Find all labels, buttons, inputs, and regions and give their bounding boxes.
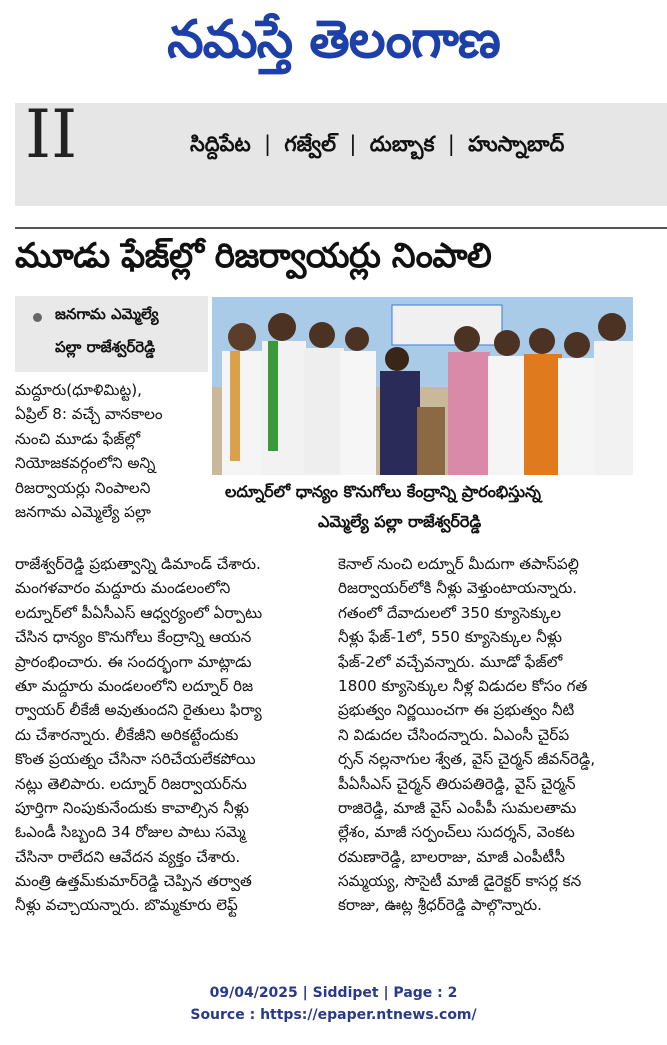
page-numeral: II xyxy=(25,96,78,173)
body-line: రాజిరెడ్డి, మాజీ వైస్ ఎంపీపీ సుమలతామ xyxy=(338,798,577,817)
section-link-siddipet[interactable]: సిద్దిపేట xyxy=(190,132,251,156)
body-line: సమ్మయ్య, సొసైటీ మాజీ డైరెక్టర్ కాసర్ల కన xyxy=(338,872,582,891)
body-line: రిజర్వాయర్లు నింపాలని xyxy=(15,478,151,497)
subhead-line-1: జనగామ ఎమ్మెల్యే xyxy=(55,305,159,323)
photo-caption-line-2: ఎమ్మెల్యే పల్లా రాజేశ్వర్‌రెడ్డి xyxy=(318,512,482,531)
body-line: నీళ్లు వచ్చాయన్నారు. బొమ్మకూరు లెఫ్ట్ xyxy=(15,896,238,915)
subhead-line-2: పల్లా రాజేశ్వర్‌రెడ్డి xyxy=(55,338,156,356)
article-body-left xyxy=(15,552,325,918)
body-line: మంత్రి ఉత్తమ్‌కుమార్‌రెడ్డి చెప్పిన తర్వాత xyxy=(15,872,252,891)
body-line: ర్వాయర్ లీకేజీ అవుతుందని రైతులు ఫిర్యా xyxy=(15,701,262,720)
section-separator: | xyxy=(349,132,357,156)
body-line: ని విడుదల చేసిందన్నారు. ఏఎంసీ చైర్‌ప xyxy=(338,725,570,744)
body-line: గతంలో దేవాదులలో 350 క్యూసెక్కుల xyxy=(338,603,562,622)
body-line: ఏప్రిల్ 8: వచ్చే వానకాలం xyxy=(15,405,163,424)
photo-caption-line-1: లద్నూర్‌లో ధాన్యం కొనుగోలు కేంద్రాన్ని ప్రారంభిస్తున్న xyxy=(225,482,541,501)
article-photo xyxy=(212,297,633,475)
article-headline: మూడు ఫేజ్‌ల్లో రిజర్వాయర్లు నింపాలి xyxy=(15,236,492,276)
body-line: చేసిన ధాన్యం కొనుగోలు కేంద్రాన్ని ఆయన xyxy=(15,628,252,647)
body-line: ఓఎండీ సిబ్బంది 34 రోజుల పాటు సమ్మె xyxy=(15,823,246,842)
body-line: కొంత ప్రయత్నం చేసినా సరిచేయలేకపోయి xyxy=(15,750,256,769)
body-line: కెనాల్ నుంచి లద్నూర్ మీదుగా తపాస్‌పల్లి xyxy=(338,555,579,573)
body-line: ప్రారంభించారు. ఈ సందర్భంగా మాట్లాడు xyxy=(15,652,252,671)
body-line: పీఏసీఎస్ చైర్మన్ తిరుపతిరెడ్డి, వైస్ చైర్మన్ xyxy=(338,774,576,793)
bullet-icon xyxy=(33,313,42,322)
body-line: జనగామ ఎమ్మెల్యే పల్లా xyxy=(15,502,151,521)
section-separator: | xyxy=(447,132,455,156)
section-separator: | xyxy=(264,132,272,156)
body-line: చేసినా రాలేదని ఆవేదన వ్యక్తం చేశారు. xyxy=(15,847,241,866)
section-link-gajwel[interactable]: గజ్వేల్ xyxy=(284,132,337,156)
body-line: పూర్తిగా నింపుకునేందుకు కావాల్సిన నీళ్లు xyxy=(15,798,249,817)
footer-source-link[interactable]: Source : https://epaper.ntnews.com/ xyxy=(190,1007,477,1023)
divider-rule xyxy=(15,227,667,229)
body-line: కరాజు, ఊట్ల శ్రీధర్‌రెడ్డి పాల్గొన్నారు. xyxy=(338,896,542,915)
article-body-right xyxy=(338,552,638,918)
body-line: 1800 క్యూసెక్కుల నీళ్ల విడుదల కోసం గత xyxy=(338,676,588,695)
body-line: రమణారెడ్డి, బాలరాజు, మాజీ ఎంపీటీసీ xyxy=(338,847,565,866)
body-line: ప్రభుత్వం నిర్ణయించగా ఈ ప్రభుత్వం నీటి xyxy=(338,701,575,720)
photo-illustration xyxy=(212,297,633,475)
body-line: నుంచి మూడు ఫేజ్‌ల్లో xyxy=(15,429,141,448)
body-line: మంగళవారం మద్దూరు మండలంలోని xyxy=(15,579,231,598)
footer-date-line: 09/04/2025 | Siddipet | Page : 2 xyxy=(209,985,458,1001)
body-line: లద్నూర్‌లో పీఏసీఎస్ ఆధ్వర్యంలో ఏర్పాటు xyxy=(15,603,263,622)
body-line: నీళ్లు ఫేజ్-1లో, 550 క్యూసెక్కుల నీళ్లు xyxy=(338,628,562,647)
body-line: ల్లేశం, మాజీ సర్పంచ్‌లు సుదర్శన్, వెంకట xyxy=(338,823,575,842)
body-line: రాజేశ్వర్‌రెడ్డి ప్రభుత్వాన్ని డిమాండ్ చేశారు. xyxy=(15,555,261,573)
newspaper-title: నమస్తే తెలంగాణ xyxy=(167,9,500,70)
body-line: మద్దూరు(ధూళిమిట్ట), xyxy=(15,381,142,399)
article-body-top xyxy=(15,378,210,524)
body-line: తూ మద్దూరు మండలంలోని లద్నూర్ రిజ xyxy=(15,676,254,695)
body-line: ర్సన్ నల్లనాగుల శ్వేత, వైస్ చైర్మన్ జీవన్‌రెడ్డి, xyxy=(338,750,596,769)
body-line: రిజర్వాయర్‌లోకి నీళ్లు వెళ్తుంటాయన్నారు. xyxy=(338,579,578,598)
section-link-husnabad[interactable]: హుస్నాబాద్ xyxy=(468,132,565,156)
body-line: దు చేశారన్నారు. లీకేజీని అరికట్టేందుకు xyxy=(15,725,239,744)
section-links xyxy=(190,132,564,162)
body-line: నట్లు తెలిపారు. లద్నూర్ రిజర్వాయర్‌ను xyxy=(15,774,247,793)
body-line: నియోజకవర్గంలోని అన్ని xyxy=(15,454,156,473)
body-line: ఫేజ్-2లో వచ్చేవన్నారు. మూడో ఫేజ్‌లో xyxy=(338,652,563,671)
section-link-dubbaka[interactable]: దుబ్బాక xyxy=(369,132,435,156)
masthead xyxy=(0,0,667,92)
